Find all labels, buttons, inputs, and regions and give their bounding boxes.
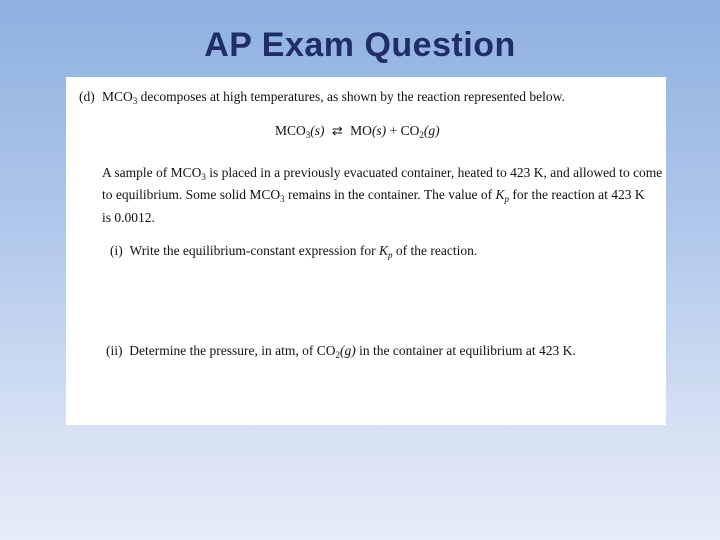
subquestion-i: (i) Write the equilibrium-constant expression for $K_p$ of the reaction. [110, 243, 478, 260]
subquestion-ii: (ii) Determine the pressure, in atm, of $CO_2(g)$ in the container at equilibrium at 423 K. [106, 343, 576, 360]
paragraph-line-1: A sample of $MCO_3$ is placed in a previously evacuated container, heated to 423 K, and allowed to come [102, 165, 663, 182]
paragraph-line-2: to equilibrium. Some solid $MCO_3$ remains in the container. The value of $K_p$ for the reaction at 423 K [102, 187, 645, 204]
equilibrium-arrow-icon: ⇄ [331, 123, 343, 138]
reaction-equation: $MCO_3(s)$ ⇄ $MO(s) + CO_2(g)$ [275, 123, 440, 140]
part-label: (d) [79, 89, 95, 104]
question-intro: $MCO_3$ decomposes at high temperatures, as shown by the reaction represented below. [102, 89, 565, 106]
question-image-panel [66, 77, 666, 425]
paragraph-line-3: is 0.0012. [102, 210, 155, 225]
slide-title: AP Exam Question [204, 26, 516, 64]
